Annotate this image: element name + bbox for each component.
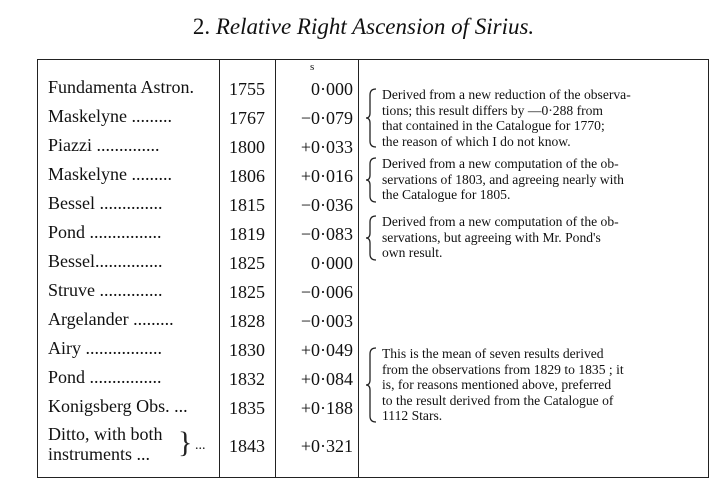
note-line: Derived from a new computation of the ob- (382, 214, 619, 229)
column-divider-notes (358, 60, 359, 477)
column-divider-value (275, 60, 276, 477)
value-cell: −0·006 (300, 282, 353, 302)
title-number: 2. (192, 14, 211, 39)
observer-cell: Piazzi .............. (48, 135, 160, 155)
year-cell: 1819 (229, 224, 265, 244)
value-cell: +0·049 (300, 340, 353, 360)
observer-cell: Bessel .............. (48, 193, 163, 213)
year-cell: 1843 (229, 436, 265, 456)
year-cell: 1806 (229, 166, 265, 186)
note-line: the Catalogue for 1805. (382, 187, 511, 203)
observer-cell: Maskelyne ......... (48, 106, 172, 126)
observer-cell-line1: Ditto, with both (48, 424, 163, 444)
value-cell: −0·079 (300, 108, 353, 128)
observer-tail: ... (195, 438, 206, 453)
brace-left-icon (364, 87, 380, 149)
observer-cell-line2: instruments ... (48, 444, 150, 464)
year-cell: 1815 (229, 195, 265, 215)
note-line: tions; this result differs by —0·288 from (382, 102, 604, 118)
year-cell: 1767 (229, 108, 265, 128)
brace-left-icon (364, 156, 380, 204)
note-line: own result. (382, 245, 443, 261)
observer-cell: Argelander ......... (48, 309, 174, 329)
year-cell: 1835 (229, 398, 265, 418)
value-cell: 0·000 (311, 253, 353, 273)
note-line: that contained in the Catalogue for 1770; (382, 118, 605, 134)
observer-cell: Struve .............. (48, 280, 163, 300)
observer-cell: Pond ................ (48, 367, 162, 387)
observer-cell: Fundamenta Astron. (48, 77, 194, 97)
note-line: the reason of which I do not know. (382, 133, 571, 149)
value-cell: −0·003 (300, 311, 353, 331)
brace-glyph: } (178, 426, 193, 459)
observer-cell: Bessel............... (48, 251, 163, 271)
observer-cell: Airy ................. (48, 338, 162, 358)
year-cell: 1825 (229, 253, 265, 273)
value-cell: −0·036 (300, 195, 353, 215)
value-cell: +0·084 (300, 369, 353, 389)
note-line: is, for reasons mentioned above, preferred (382, 377, 612, 393)
note-line: This is the mean of seven results derived (382, 346, 604, 361)
brace-left-icon (364, 214, 380, 262)
note-line: Derived from a new computation of the ob- (382, 156, 619, 171)
value-cell: +0·188 (300, 398, 353, 418)
year-cell: 1832 (229, 369, 265, 389)
note-line: 1112 Stars. (382, 408, 443, 424)
value-cell: −0·083 (300, 224, 353, 244)
year-cell: 1830 (229, 340, 265, 360)
page-title (0, 14, 727, 40)
year-cell: 1755 (229, 79, 265, 99)
year-cell: 1828 (229, 311, 265, 331)
unit-label: s (310, 61, 315, 73)
note-line: to the result derived from the Catalogue of (382, 392, 614, 408)
note-line: from the observations from 1829 to 1835 ; it (382, 361, 624, 377)
column-divider-year (219, 60, 220, 477)
value-cell: +0·321 (300, 436, 353, 456)
brace-left-icon (364, 346, 380, 424)
observer-cell: Pond ................ (48, 222, 162, 242)
year-cell: 1800 (229, 137, 265, 157)
value-cell: 0·000 (311, 79, 353, 99)
observer-cell: Maskelyne ......... (48, 164, 172, 184)
value-cell: +0·016 (300, 166, 353, 186)
note-line: Derived from a new reduction of the observa- (382, 87, 631, 102)
year-cell: 1825 (229, 282, 265, 302)
value-cell: +0·033 (300, 137, 353, 157)
note-line: servations of 1803, and agreeing nearly with (382, 171, 624, 187)
note-line: servations, but agreeing with Mr. Pond's (382, 229, 601, 245)
title-text: Relative Right Ascension of Sirius. (215, 14, 535, 39)
observer-cell: Konigsberg Obs. ... (48, 396, 188, 416)
